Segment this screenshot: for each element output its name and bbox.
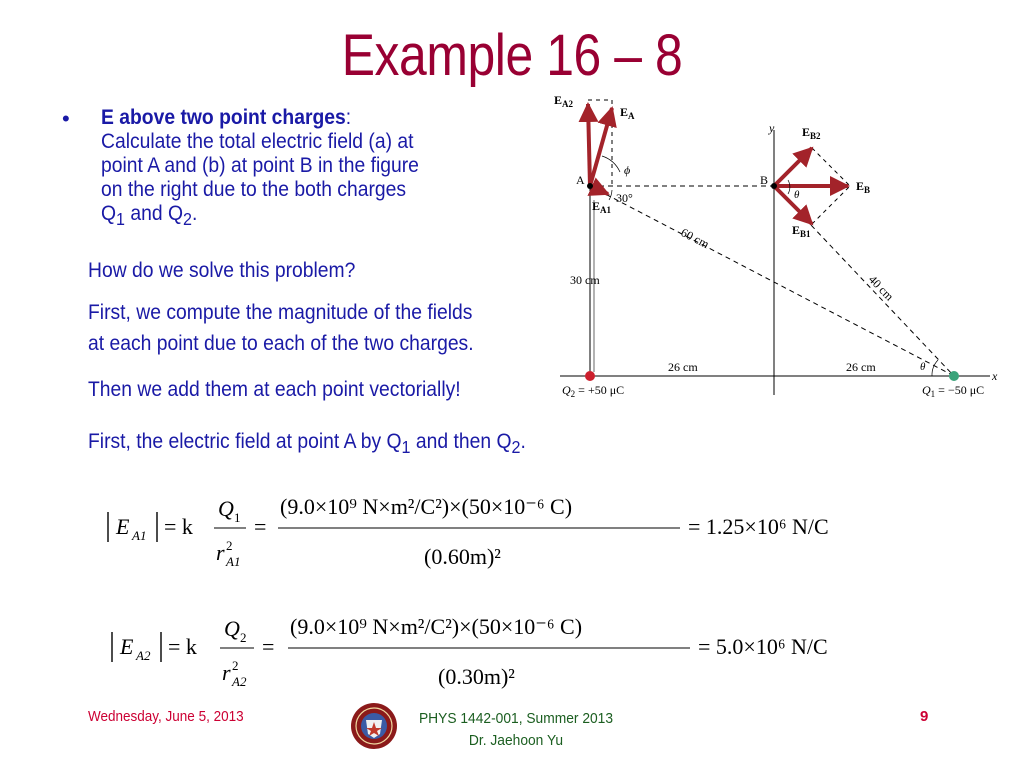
svg-text:= k: = k xyxy=(164,514,193,539)
vector-ea2 xyxy=(588,104,590,186)
label-eb2: $E_{B2}$ xyxy=(802,125,821,141)
svg-text:E: E xyxy=(116,514,130,539)
label-distance-26-right: 26 cm xyxy=(846,360,876,374)
label-angle-30: 30° xyxy=(616,191,633,205)
label-distance-30: 30 cm xyxy=(570,273,600,287)
svg-text:(9.0×10⁹ N×m²/C²)×(50×10⁻⁶ C): (9.0×10⁹ N×m²/C²)×(50×10⁻⁶ C) xyxy=(280,494,573,519)
label-distance-26-left: 26 cm xyxy=(668,360,698,374)
charge-field-diagram xyxy=(550,90,1015,410)
bullet-line-1: Calculate the total electric field (a) at xyxy=(101,130,414,153)
equation-ea1 xyxy=(100,476,900,576)
svg-text:A1: A1 xyxy=(132,528,147,543)
label-point-b: B xyxy=(760,173,769,187)
equation-ea2 xyxy=(104,596,904,696)
svg-text:2: 2 xyxy=(226,538,233,553)
svg-text:=: = xyxy=(262,634,275,659)
svg-text:(9.0×10⁹ N×m²/C²)×(50×10⁻⁶ C): (9.0×10⁹ N×m²/C²)×(50×10⁻⁶ C) xyxy=(290,614,583,639)
svg-text:A2: A2 xyxy=(136,648,151,663)
label-q2: $Q_2 = +50$ μC xyxy=(562,383,625,399)
svg-text:r: r xyxy=(222,660,231,685)
page-number: 9 xyxy=(920,708,929,725)
svg-text:A2: A2 xyxy=(232,674,247,689)
paragraph-how: How do we solve this problem? xyxy=(88,259,356,282)
footer-date: Wednesday, June 5, 2013 xyxy=(88,708,244,725)
bullet-colon: : xyxy=(345,106,352,129)
label-ea1: $E_{A1}$ xyxy=(592,199,612,215)
footer-course: PHYS 1442-001, Summer 2013 Dr. Jaehoon Yu xyxy=(418,710,614,749)
label-ea2: $E_{A2}$ xyxy=(554,93,574,109)
svg-text:(0.60m)²: (0.60m)² xyxy=(424,544,501,569)
label-y-axis: y xyxy=(769,121,775,135)
paragraph-field-at-a: First, the electric field at point A by $Q_1$ and then $Q_2$. xyxy=(88,430,526,458)
svg-text:2: 2 xyxy=(240,630,247,645)
vector-eb1 xyxy=(774,186,812,224)
svg-text:1: 1 xyxy=(234,510,241,525)
svg-text:=: = xyxy=(254,514,267,539)
label-distance-60: 60 cm xyxy=(678,225,712,252)
svg-text:Q: Q xyxy=(224,616,240,641)
svg-text:2: 2 xyxy=(232,658,239,673)
charge-q1 xyxy=(949,371,959,381)
label-theta-q1: θ xyxy=(920,361,926,373)
dashed-a-q1 xyxy=(590,186,954,376)
svg-text:Q: Q xyxy=(218,496,234,521)
label-eb1: $E_{B1}$ xyxy=(792,223,811,239)
vector-eb2 xyxy=(774,148,812,186)
label-point-a: A xyxy=(576,173,585,187)
bullet-heading: E above two point charges xyxy=(101,106,346,129)
bullet-line-3: on the right due to the both charges xyxy=(101,178,407,201)
svg-text:(0.30m)²: (0.30m)² xyxy=(438,664,515,689)
bullet-line-4: $Q_1$ and $Q_2$. xyxy=(101,202,198,230)
point-a xyxy=(587,183,593,189)
university-seal-icon xyxy=(350,702,398,750)
svg-text:E: E xyxy=(120,634,134,659)
label-phi: ϕ xyxy=(624,163,631,177)
svg-text:= k: = k xyxy=(168,634,197,659)
bullet-marker: • xyxy=(62,106,70,131)
charge-q2 xyxy=(585,371,595,381)
label-q1: $Q_1 = -50$ μC xyxy=(922,383,985,399)
label-distance-40: 40 cm xyxy=(865,272,897,304)
vector-ea xyxy=(590,108,612,186)
svg-text:A1: A1 xyxy=(226,554,241,569)
bullet-text xyxy=(101,106,469,231)
svg-text:= 5.0×10⁶ N/C: = 5.0×10⁶ N/C xyxy=(698,634,828,659)
svg-text:= 1.25×10⁶ N/C: = 1.25×10⁶ N/C xyxy=(688,514,829,539)
bullet-line-2: point A and (b) at point B in the figure xyxy=(101,154,419,177)
label-eb: $E_B$ xyxy=(856,179,871,195)
svg-text:r: r xyxy=(216,540,225,565)
paragraph-first-compute: First, we compute the magnitude of the fields at each point due to each of the two charges. xyxy=(88,301,474,355)
label-ea: $E_A$ xyxy=(620,105,635,121)
point-b xyxy=(771,183,777,189)
slide-title: Example 16 – 8 xyxy=(341,23,683,88)
label-x-axis: x xyxy=(992,369,998,383)
paragraph-add-vectorially: Then we add them at each point vectorially! xyxy=(88,378,461,401)
label-theta-b: θ xyxy=(794,189,800,201)
